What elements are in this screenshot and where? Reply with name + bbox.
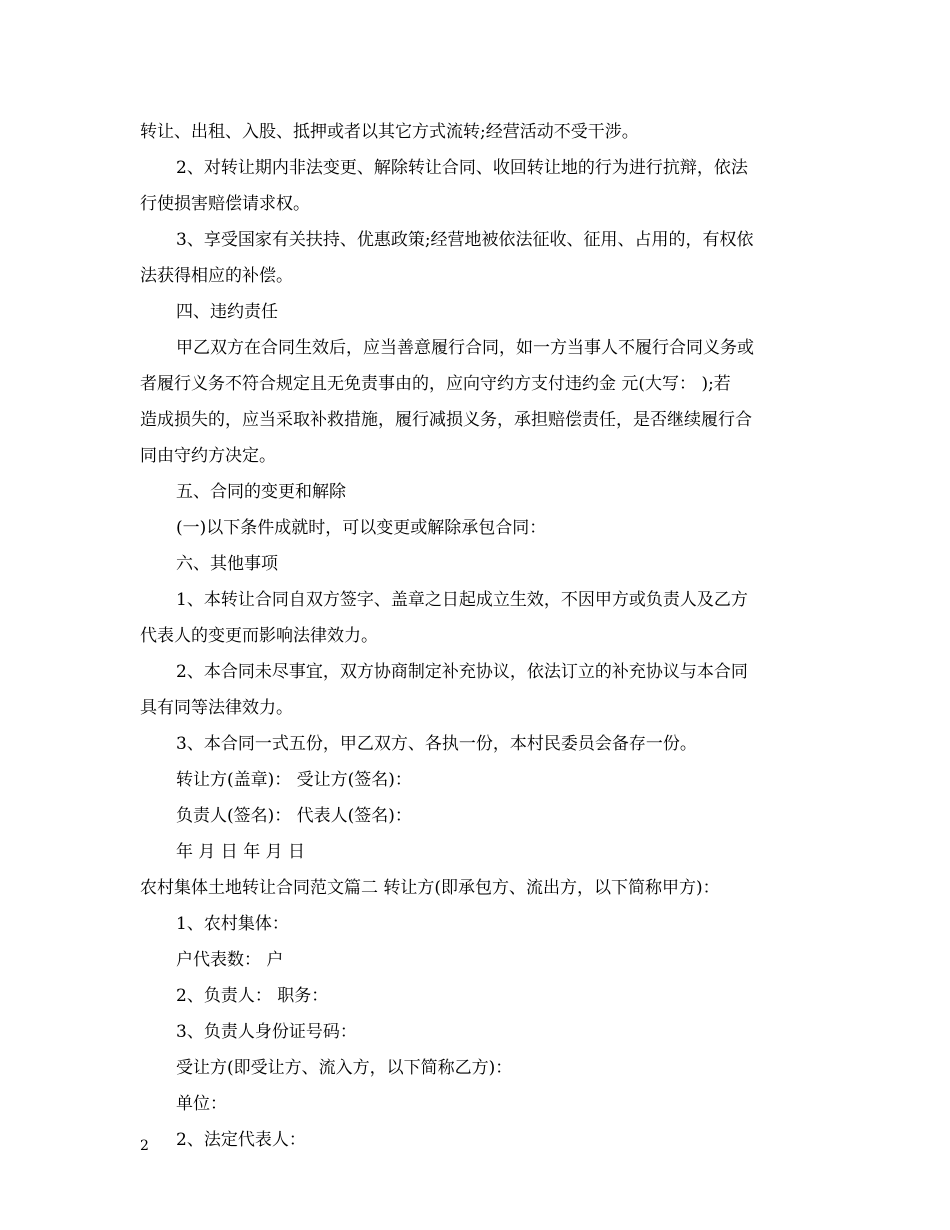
page-number: 2 bbox=[140, 1138, 149, 1154]
text-line: 甲乙双方在合同生效后，应当善意履行合同，如一方当事人不履行合同义务或 bbox=[176, 338, 754, 358]
text-line: 法获得相应的补偿。 bbox=[140, 266, 293, 286]
text-line: 行使损害赔偿请求权。 bbox=[140, 194, 310, 214]
text-line: 3、负责人身份证号码： bbox=[176, 1022, 357, 1042]
text-line: (一)以下条件成就时，可以变更或解除承包合同： bbox=[176, 518, 547, 538]
text-line: 造成损失的，应当采取补救措施，履行减损义务，承担赔偿责任，是否继续履行合 bbox=[140, 410, 752, 430]
text-line: 2、负责人： 职务： bbox=[176, 986, 329, 1006]
text-line: 1、农村集体： bbox=[176, 914, 289, 934]
text-line: 2、本合同未尽事宜，双方协商制定补充协议，依法订立的补充协议与本合同 bbox=[176, 662, 748, 682]
date-line: 年 月 日 年 月 日 bbox=[176, 842, 306, 862]
section-heading: 五、合同的变更和解除 bbox=[176, 482, 346, 502]
text-line: 代表人的变更而影响法律效力。 bbox=[140, 626, 378, 646]
text-line: 转让、出租、入股、抵押或者以其它方式流转;经营活动不受干涉。 bbox=[140, 122, 639, 142]
signature-line: 转让方(盖章)： 受让方(签名)： bbox=[176, 770, 412, 790]
text-line: 者履行义务不符合规定且无免责事由的，应向守约方支付违约金 元(大写： );若 bbox=[140, 374, 731, 394]
section-heading: 六、其他事项 bbox=[176, 554, 278, 574]
text-line: 具有同等法律效力。 bbox=[140, 698, 293, 718]
text-line: 1、本转让合同自双方签字、盖章之日起成立生效，不因甲方或负责人及乙方 bbox=[176, 590, 748, 610]
text-line: 受让方(即受让方、流入方，以下简称乙方)： bbox=[176, 1058, 513, 1078]
text-line: 同由守约方决定。 bbox=[140, 446, 276, 466]
text-line: 3、本合同一式五份，甲乙双方、各执一份，本村民委员会备存一份。 bbox=[176, 734, 697, 754]
text-line: 农村集体土地转让合同范文篇二 转让方(即承包方、流出方，以下简称甲方)： bbox=[140, 878, 720, 898]
text-line: 2、法定代表人： bbox=[176, 1130, 306, 1150]
signature-line: 负责人(签名)： 代表人(签名)： bbox=[176, 806, 412, 826]
text-line: 单位： bbox=[176, 1094, 227, 1114]
text-line: 户代表数： 户 bbox=[176, 950, 284, 970]
text-line: 2、对转让期内非法变更、解除转让合同、收回转让地的行为进行抗辩，依法 bbox=[176, 158, 748, 178]
section-heading: 四、违约责任 bbox=[176, 302, 278, 322]
text-line: 3、享受国家有关扶持、优惠政策;经营地被依法征收、征用、占用的，有权依 bbox=[176, 230, 754, 250]
